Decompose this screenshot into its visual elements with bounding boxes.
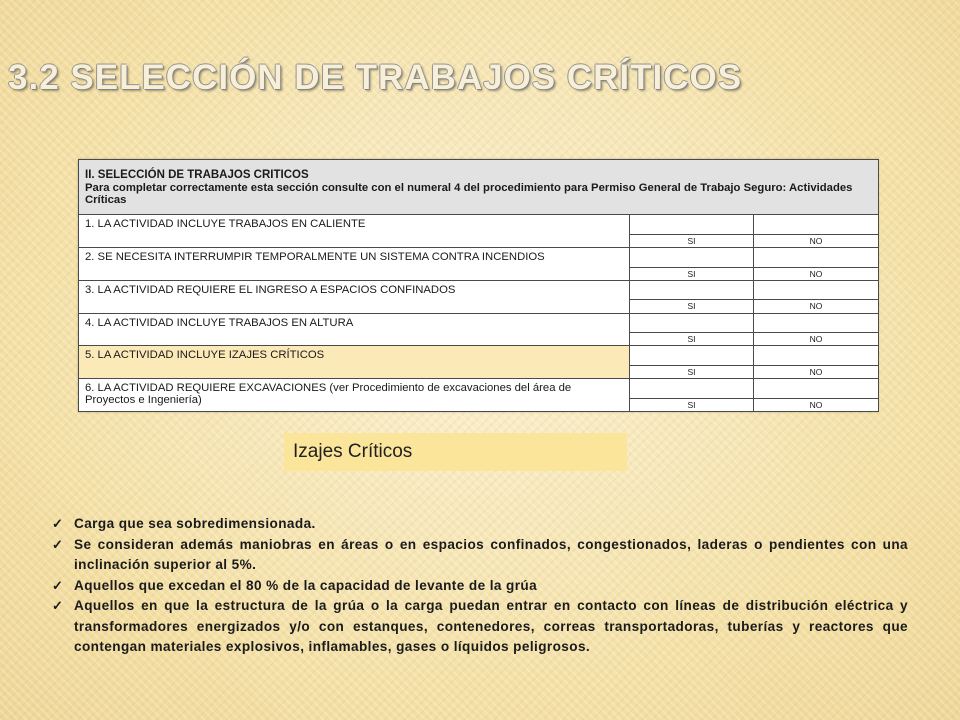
form-header (79, 160, 879, 215)
yes-checkbox-cell[interactable] (630, 248, 754, 267)
list-item (50, 514, 908, 535)
yes-label: SI (630, 234, 754, 247)
no-checkbox-cell[interactable] (754, 379, 879, 398)
yes-checkbox-cell[interactable] (630, 346, 754, 365)
yes-checkbox-cell[interactable] (630, 280, 754, 299)
form-table (78, 159, 879, 412)
slide-title: 3.2 SELECCIÓN DE TRABAJOS CRÍTICOS (8, 58, 743, 97)
yes-label: SI (630, 365, 754, 378)
checkmark-icon: ✓ (52, 598, 64, 613)
criteria-list (50, 514, 908, 658)
checkmark-icon: ✓ (52, 577, 64, 593)
list-item-text: Aquellos en que la estructura de la grúa o la carga puedan entrar en contacto con líneas de distribución eléctrica y transformadores energizados y/o con estanques, contenedores, correas transportadoras, tuberías y reactores que contengan materiales explosivos, inflamables, gases o líquidos peligrosos. (74, 598, 908, 654)
checkmark-icon: ✓ (52, 536, 64, 552)
form-header-title: II. SELECCIÓN DE TRABAJOS CRITICOS (85, 168, 309, 181)
question-3: 3. LA ACTIVIDAD REQUIERE EL INGRESO A ESPACIOS CONFINADOS (79, 280, 630, 313)
list-item (50, 596, 908, 658)
no-label: NO (754, 398, 879, 411)
list-item-text: Se consideran además maniobras en áreas o en espacios confinados, congestionados, laderas o pendientes con una inclinación superior al 5%. (74, 536, 908, 572)
question-4: 4. LA ACTIVIDAD INCLUYE TRABAJOS EN ALTURA (79, 313, 630, 346)
yes-checkbox-cell[interactable] (630, 379, 754, 398)
no-label: NO (754, 333, 879, 346)
no-checkbox-cell[interactable] (754, 215, 879, 234)
list-item-text: Aquellos que excedan el 80 % de la capacidad de levante de la grúa (74, 577, 538, 593)
list-item (50, 535, 908, 576)
checkmark-icon: ✓ (52, 516, 64, 531)
callout-box (284, 433, 627, 471)
question-6: 6. LA ACTIVIDAD REQUIERE EXCAVACIONES (ver Procedimiento de excavaciones del área de Proyectos e Ingeniería) (79, 379, 630, 412)
yes-checkbox-cell[interactable] (630, 215, 754, 234)
no-label: NO (754, 234, 879, 247)
no-checkbox-cell[interactable] (754, 280, 879, 299)
critical-work-form (78, 159, 878, 412)
form-header-text: Para completar correctamente esta sección consulte con el numeral 4 del procedimiento para Permiso General de Trabajo Seguro: Actividades Críticas (85, 181, 853, 206)
no-label: NO (754, 300, 879, 313)
yes-checkbox-cell[interactable] (630, 313, 754, 332)
list-item (50, 576, 908, 597)
yes-label: SI (630, 300, 754, 313)
question-1: 1. LA ACTIVIDAD INCLUYE TRABAJOS EN CALIENTE (79, 215, 630, 248)
callout-label: Izajes Críticos (293, 441, 413, 462)
yes-label: SI (630, 398, 754, 411)
list-item-text: Carga que sea sobredimensionada. (74, 516, 316, 531)
yes-label: SI (630, 333, 754, 346)
no-label: NO (754, 365, 879, 378)
no-checkbox-cell[interactable] (754, 346, 879, 365)
question-5-highlighted: 5. LA ACTIVIDAD INCLUYE IZAJES CRÍTICOS (79, 346, 630, 379)
no-label: NO (754, 267, 879, 280)
yes-label: SI (630, 267, 754, 280)
no-checkbox-cell[interactable] (754, 313, 879, 332)
question-2: 2. SE NECESITA INTERRUMPIR TEMPORALMENTE UN SISTEMA CONTRA INCENDIOS (79, 248, 630, 281)
no-checkbox-cell[interactable] (754, 248, 879, 267)
